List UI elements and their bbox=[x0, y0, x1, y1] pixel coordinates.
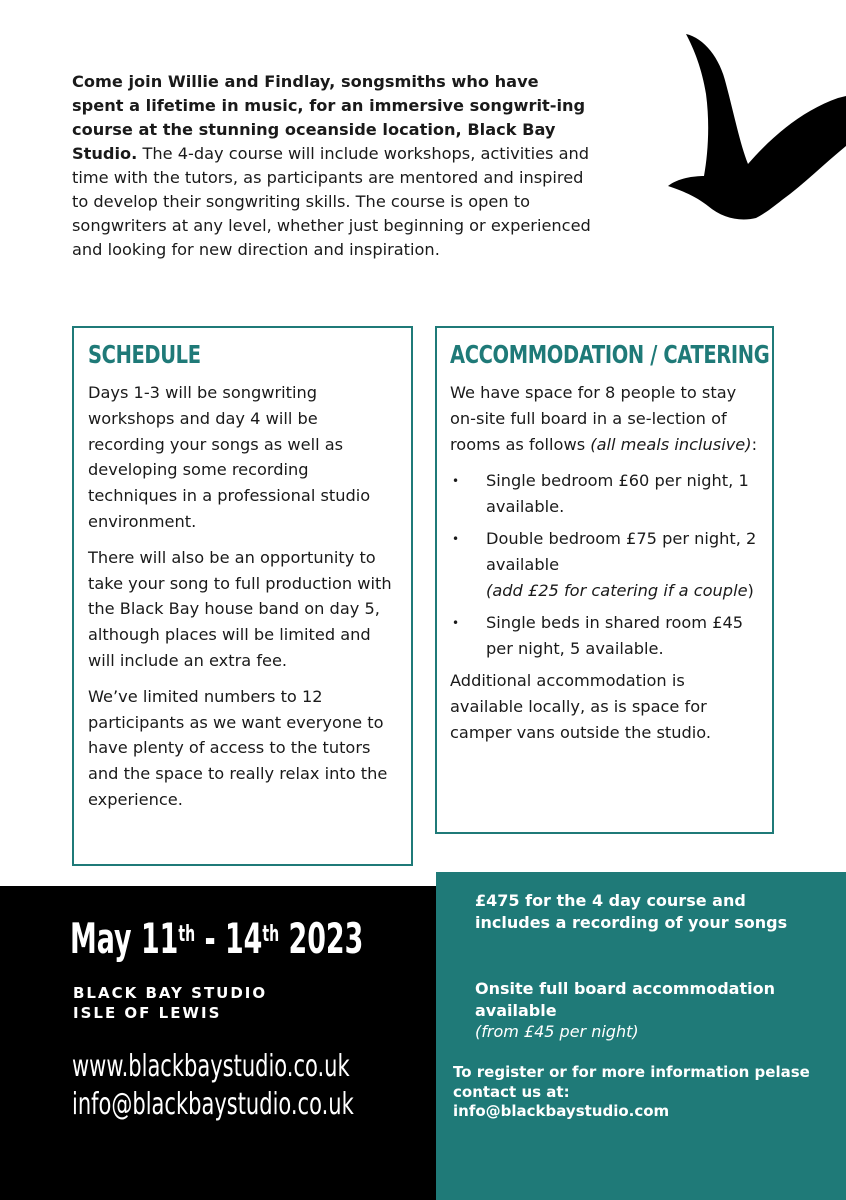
schedule-paragraph: Days 1-3 will be songwriting workshops and day 4 will be recording your songs as well as developing some recording techniques in a professional studio environment. bbox=[88, 383, 371, 531]
venue-location: ISLE OF LEWIS bbox=[73, 1004, 222, 1022]
pricing-panel bbox=[436, 872, 846, 1200]
register-email-link[interactable]: info@blackbaystudio.com bbox=[453, 1102, 670, 1120]
accommodation-intro-text: We have space for 8 people to stay on-site full board in a se-lection of rooms as follows bbox=[450, 383, 737, 454]
date-start-sup: th bbox=[178, 922, 196, 947]
accommodation-note bbox=[475, 978, 815, 1043]
accommodation-box bbox=[435, 326, 774, 834]
accommodation-note-title: Onsite full board accommodation available bbox=[475, 979, 775, 1020]
schedule-paragraph: We’ve limited numbers to 12 participants as we want everyone to have plenty of access to the tutors and the space to really relax into the experience. bbox=[88, 686, 388, 809]
date-year: 2023 bbox=[279, 914, 364, 963]
room-note-end: ) bbox=[747, 581, 754, 600]
bullet-icon: • bbox=[452, 532, 460, 546]
seabird-silhouette-icon bbox=[664, 14, 846, 232]
date-end: - 14 bbox=[195, 914, 263, 963]
register-text: To register or for more information pelase contact us at: bbox=[453, 1063, 810, 1101]
room-note: (add £25 for catering if a couple bbox=[486, 581, 748, 600]
list-item bbox=[450, 610, 760, 662]
accommodation-intro-end: : bbox=[751, 435, 758, 454]
room-text: Single beds in shared room £45 per night, 5 available. bbox=[486, 613, 744, 658]
bullet-icon: • bbox=[452, 474, 460, 488]
date-end-sup: th bbox=[262, 922, 280, 947]
event-dates bbox=[70, 914, 363, 964]
website-link[interactable]: www.blackbaystudio.co.uk bbox=[72, 1049, 350, 1084]
event-info-panel bbox=[0, 886, 436, 1200]
schedule-title: SCHEDULE bbox=[88, 340, 201, 369]
register-info bbox=[453, 1063, 813, 1122]
accommodation-intro-italic: (all meals inclusive) bbox=[590, 435, 752, 454]
accommodation-outro: Additional accommodation is available locally, as is space for camper vans outside the studio. bbox=[450, 671, 712, 742]
room-text: Double bedroom £75 per night, 2 available bbox=[486, 529, 757, 574]
intro-text: The 4-day course will include workshops, activities and time with the tutors, as participants are mentored and inspired to develop their songwriting skills. The course is open to songwriters at any level, whether just beginning or experienced and looking for new direction and inspiration. bbox=[72, 144, 591, 259]
schedule-box bbox=[72, 326, 413, 866]
venue bbox=[73, 983, 267, 1023]
price-text: £475 for the 4 day course and includes a recording of your songs bbox=[475, 891, 788, 932]
contact-links bbox=[72, 1048, 354, 1124]
intro-paragraph bbox=[72, 70, 592, 262]
email-link[interactable]: info@blackbaystudio.co.uk bbox=[72, 1087, 354, 1122]
intro-bold: Come join Willie and Findlay, songsmiths who have spent a lifetime in music, for an immersive songwrit-ing course at the stunning oceanside location, Black Bay Studio. bbox=[72, 72, 586, 163]
venue-name: BLACK BAY STUDIO bbox=[73, 984, 268, 1002]
accommodation-intro bbox=[450, 380, 760, 458]
list-item bbox=[450, 468, 760, 520]
date-start: May 11 bbox=[70, 914, 179, 963]
schedule-paragraph: There will also be an opportunity to take your song to full production with the Black Bay house band on day 5, although places will be limited and will include an extra fee. bbox=[88, 547, 392, 670]
accommodation-title: ACCOMMODATION / CATERING bbox=[450, 340, 770, 369]
bullet-icon: • bbox=[452, 616, 460, 630]
room-text: Single bedroom £60 per night, 1 available. bbox=[486, 471, 749, 516]
accommodation-note-price: (from £45 per night) bbox=[475, 1022, 639, 1041]
list-item bbox=[450, 526, 760, 604]
room-list bbox=[450, 468, 760, 662]
